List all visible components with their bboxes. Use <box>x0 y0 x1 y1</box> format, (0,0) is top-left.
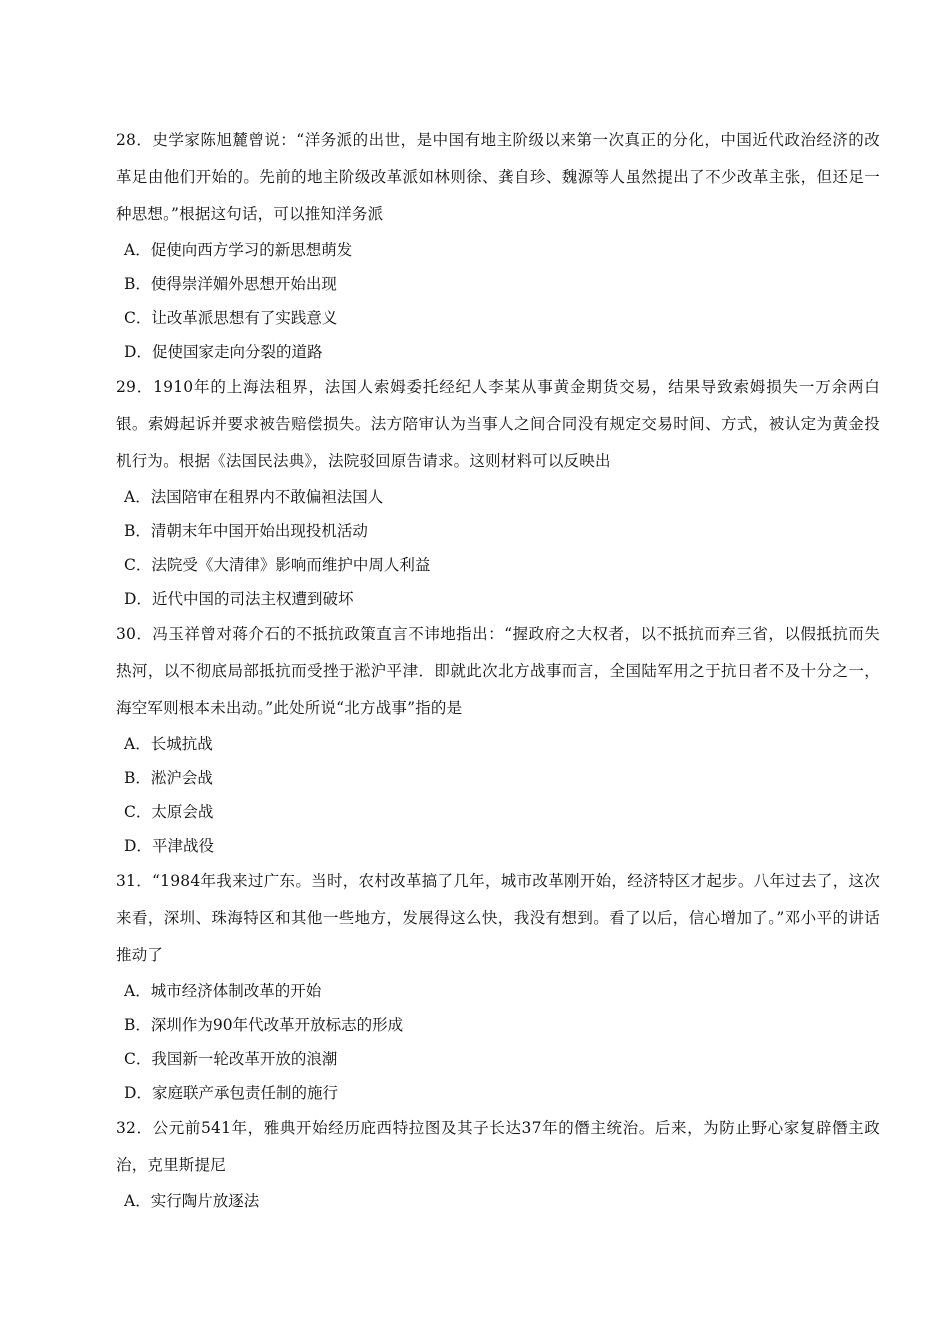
option-text: 近代中国的司法主权遭到破坏 <box>151 590 354 608</box>
option-d <box>116 829 880 863</box>
option-letter: B． <box>124 275 151 293</box>
option-d <box>116 582 880 616</box>
option-text: 促使国家走向分裂的道路 <box>151 343 323 361</box>
option-a <box>116 974 880 1008</box>
option-b <box>116 514 880 548</box>
option-c <box>116 301 880 335</box>
question-stem: 29．1910年的上海法租界，法国人索姆委托经纪人李某从事黄金期货交易，结果导致索姆损失一万余两白银。索姆起诉并要求被告赔偿损失。法方陪审认为当事人之间合同没有规定交易时间、方式，被认定为黄金投机行为。根据《法国民法典》，法院驳回原告请求。这则材料可以反映出 <box>116 378 880 470</box>
option-text: 太原会战 <box>151 803 214 821</box>
option-text: 深圳作为90年代改革开放标志的形成 <box>150 1016 404 1034</box>
option-letter: B． <box>124 769 151 787</box>
option-c <box>116 795 880 829</box>
option-d <box>116 335 880 369</box>
question-list <box>116 122 880 1218</box>
question-32 <box>116 1110 880 1218</box>
option-text: 促使向西方学习的新思想萌发 <box>150 241 353 259</box>
question-28 <box>116 122 880 369</box>
option-text: 实行陶片放逐法 <box>150 1192 260 1210</box>
option-text: 长城抗战 <box>150 735 213 753</box>
option-letter: A． <box>124 1192 151 1210</box>
option-letter: D． <box>124 837 152 855</box>
option-a <box>116 727 880 761</box>
option-letter: B． <box>124 1016 151 1034</box>
option-a <box>116 233 880 267</box>
question-stem: 31．“1984年我来过广东。当时，农村改革搞了几年，城市改革刚开始，经济特区才起步。八年过去了，这次来看，深圳、珠海特区和其他一些地方，发展得这么快，我没有想到。看了以后，信心增加了。”邓小平的讲话推动了 <box>116 872 880 964</box>
option-text: 法国陪审在租界内不敢偏袒法国人 <box>150 488 384 506</box>
option-letter: A． <box>124 982 151 1000</box>
question-stem: 32．公元前541年，雅典开始经历庇西特拉图及其子长达37年的僭主统治。后来，为防止野心家复辟僭主政治，克里斯提尼 <box>116 1119 880 1174</box>
option-text: 让改革派思想有了实践意义 <box>151 309 338 327</box>
option-letter: C． <box>124 309 152 327</box>
option-letter: A． <box>124 241 151 259</box>
option-text: 使得崇洋媚外思想开始出现 <box>150 275 337 293</box>
option-b <box>116 1008 880 1042</box>
option-letter: C． <box>124 556 152 574</box>
option-letter: A． <box>124 488 151 506</box>
option-d <box>116 1076 880 1110</box>
option-text: 家庭联产承包责任制的施行 <box>151 1084 338 1102</box>
option-a <box>116 480 880 514</box>
option-letter: B． <box>124 522 151 540</box>
option-text: 我国新一轮改革开放的浪潮 <box>151 1050 338 1068</box>
option-text: 清朝末年中国开始出现投机活动 <box>150 522 368 540</box>
option-letter: C． <box>124 803 152 821</box>
question-30 <box>116 616 880 863</box>
option-b <box>116 267 880 301</box>
option-letter: A． <box>124 735 151 753</box>
option-c <box>116 548 880 582</box>
question-stem: 28．史学家陈旭麓曾说：“洋务派的出世，是中国有地主阶级以来第一次真正的分化，中国近代政治经济的改革足由他们开始的。先前的地主阶级改革派如林则徐、龚自珍、魏源等人虽然提出了不少改革主张，但还足一种思想。”根据这句话，可以推知洋务派 <box>116 131 880 223</box>
option-letter: C． <box>124 1050 152 1068</box>
option-letter: D． <box>124 343 152 361</box>
question-29 <box>116 369 880 616</box>
option-text: 法院受《大清律》影响而维护中周人利益 <box>151 556 431 574</box>
option-letter: D． <box>124 590 152 608</box>
option-a <box>116 1184 880 1218</box>
question-31 <box>116 863 880 1110</box>
option-text: 城市经济体制改革的开始 <box>150 982 322 1000</box>
option-b <box>116 761 880 795</box>
option-letter: D． <box>124 1084 152 1102</box>
option-c <box>116 1042 880 1076</box>
option-text: 平津战役 <box>151 837 214 855</box>
option-text: 淞沪会战 <box>150 769 213 787</box>
question-stem: 30．冯玉祥曾对蒋介石的不抵抗政策直言不讳地指出：“握政府之大权者，以不抵抗而弃三省，以假抵抗而失热河，以不彻底局部抵抗而受挫于淞沪平津．即就此次北方战事而言，全国陆军用之于抗日者不及十分之一，海空军则根本未出动。”此处所说“北方战事”指的是 <box>116 625 880 717</box>
